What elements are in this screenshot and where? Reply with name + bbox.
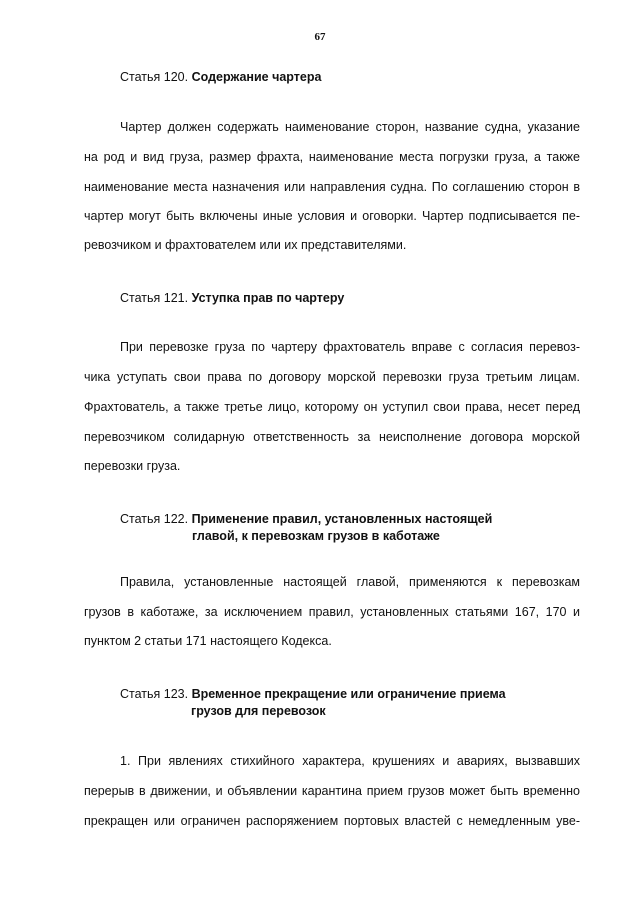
- paragraph-line: наименование места назначения или направления судна. По соглашению сторон в: [84, 180, 580, 194]
- paragraph-line: пунктом 2 статьи 171 настоящего Кодекса.: [84, 634, 332, 648]
- article-121-heading: [120, 290, 344, 307]
- article-title-continued: грузов для перевозок: [191, 704, 326, 718]
- paragraph-line: Чартер должен содержать наименование сторон, название судна, указание: [120, 120, 580, 134]
- paragraph-line: перерыв в движении, и объявлении карантина прием грузов может быть временно: [84, 784, 580, 798]
- page-number: 67: [314, 31, 326, 43]
- article-123-heading: [120, 686, 506, 720]
- article-label: Статья 120.: [120, 70, 189, 84]
- article-120-heading: [120, 69, 321, 86]
- article-title: Содержание чартера: [191, 70, 322, 84]
- paragraph-line: При перевозке груза по чартеру фрахтователь вправе с согласия перевоз-: [120, 340, 580, 354]
- article-label: Статья 121.: [120, 291, 189, 305]
- paragraph-line: грузов в каботаже, за исключением правил, установленных статьями 167, 170 и: [84, 605, 580, 619]
- paragraph-line: чика уступать свои права по договору морской перевозки груза третьим лицам.: [84, 370, 580, 384]
- paragraph-line: Фрахтователь, а также третье лицо, которому он уступил свои права, несет перед: [84, 400, 580, 414]
- paragraph-line: ревозчиком и фрахтователем или их представителями.: [84, 238, 407, 252]
- paragraph-line: перевозчиком солидарную ответственность за неисполнение договора морской: [84, 430, 580, 444]
- paragraph-line: Правила, установленные настоящей главой, применяются к перевозкам: [120, 575, 580, 589]
- article-title: Уступка прав по чартеру: [191, 291, 345, 305]
- article-label: Статья 123.: [120, 687, 189, 701]
- article-title: Временное прекращение или ограничение приема: [191, 687, 506, 701]
- paragraph-line: чартер могут быть включены иные условия и оговорки. Чартер подписывается пе-: [84, 209, 580, 223]
- paragraph-line: перевозки груза.: [84, 459, 181, 473]
- article-title: Применение правил, установленных настоящей: [191, 512, 493, 526]
- paragraph-line: 1. При явлениях стихийного характера, крушениях и авариях, вызвавших: [120, 754, 580, 768]
- article-label: Статья 122.: [120, 512, 189, 526]
- paragraph-line: на род и вид груза, размер фрахта, наименование места погрузки груза, а также: [84, 150, 580, 164]
- paragraph-line: прекращен или ограничен распоряжением портовых властей с немедленным уве-: [84, 814, 580, 828]
- article-title-continued: главой, к перевозкам грузов в каботаже: [192, 529, 440, 543]
- article-122-heading: [120, 511, 492, 545]
